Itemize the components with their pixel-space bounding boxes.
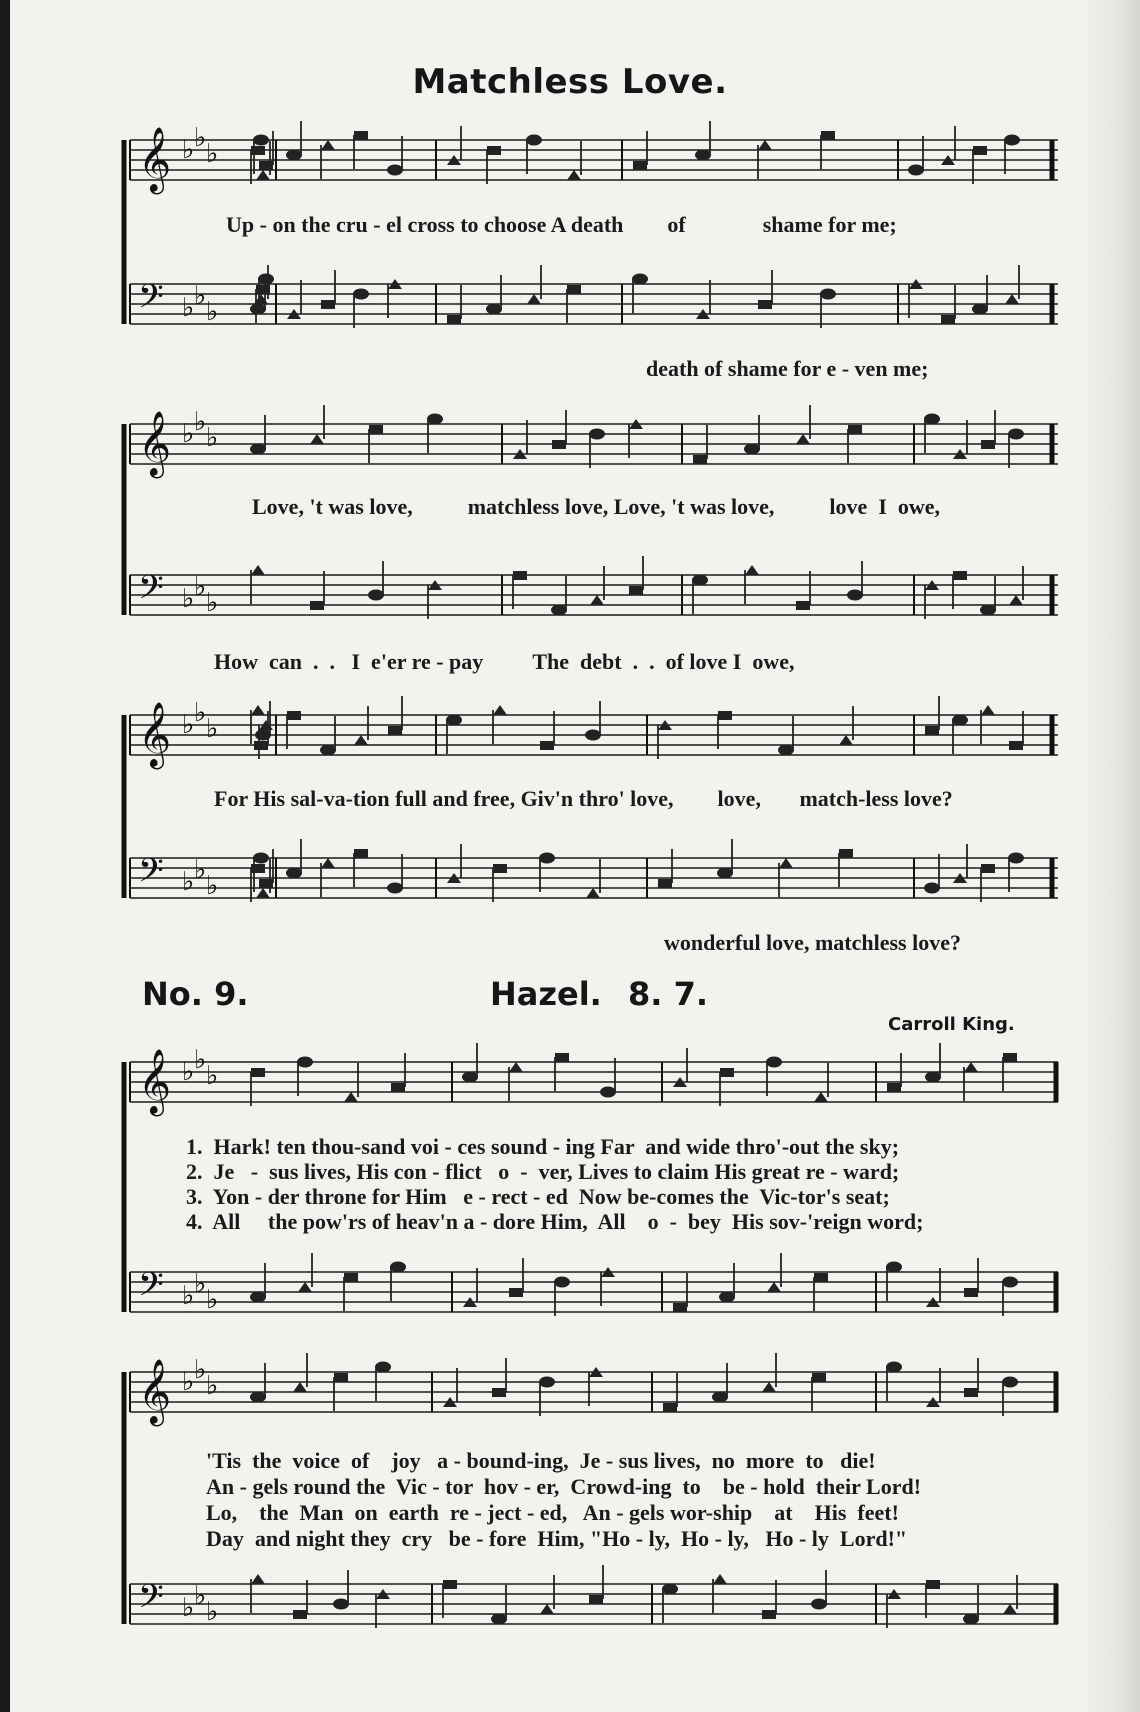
shape-note (310, 601, 324, 610)
shape-note (251, 705, 265, 715)
shape-note (552, 440, 566, 449)
flat-sign: ♭ (182, 584, 195, 614)
flat-sign: ♭ (182, 1367, 195, 1397)
shape-note (886, 1262, 902, 1273)
shape-note (717, 868, 733, 879)
flat-sign: ♭ (206, 1061, 219, 1091)
shape-note (941, 315, 955, 324)
flat-sign: ♭ (194, 281, 207, 311)
flat-sign: ♭ (182, 293, 195, 323)
shape-note (848, 425, 862, 434)
flat-sign: ♭ (194, 123, 207, 153)
flat-sign: ♭ (194, 1045, 207, 1075)
flat-sign: ♭ (182, 1281, 195, 1311)
shape-note (540, 741, 554, 750)
shape-note (258, 274, 274, 285)
lyric-line-2: Love, 't was love, matchless love, Love, 't was love, love I owe, (252, 494, 941, 519)
shape-note (255, 730, 271, 741)
shape-note (253, 853, 269, 864)
shape-note (908, 165, 924, 176)
shape-note (924, 414, 940, 425)
shape-note (251, 1574, 265, 1584)
shape-note (390, 1262, 406, 1273)
shape-note (297, 1057, 313, 1068)
treble-clef: 𝄞 (138, 702, 172, 767)
shape-note (387, 165, 403, 176)
shape-note (814, 1273, 828, 1282)
shape-note (1003, 1053, 1017, 1062)
shape-note (1004, 135, 1020, 146)
shape-note (973, 146, 987, 155)
shape-note (253, 135, 269, 146)
flat-sign: ♭ (194, 572, 207, 602)
shape-note (287, 711, 301, 720)
shape-note (486, 304, 502, 315)
shape-note (744, 444, 760, 455)
flat-sign: ♭ (206, 297, 219, 327)
shape-note (321, 140, 335, 150)
shape-note (796, 434, 810, 444)
shape-note (344, 1092, 358, 1102)
shape-note (839, 849, 853, 858)
shape-note (310, 434, 324, 444)
shape-note (981, 864, 995, 873)
shape-note (492, 1388, 506, 1397)
treble-clef: 𝄞 (138, 1049, 172, 1114)
shape-note (745, 565, 759, 575)
shape-note (980, 605, 996, 616)
flat-sign: ♭ (182, 710, 195, 740)
shape-note (766, 1057, 782, 1068)
flat-sign: ♭ (182, 1057, 195, 1087)
shape-note (462, 1072, 478, 1083)
shape-note (925, 726, 939, 735)
shape-note (251, 1068, 265, 1077)
shape-note (368, 590, 384, 601)
shape-note (513, 571, 527, 580)
flat-sign: ♭ (206, 714, 219, 744)
shape-note (539, 1377, 555, 1388)
shape-note (762, 1610, 776, 1619)
lyric-line-bass-1: death of shame for e - ven me; (646, 356, 929, 381)
shape-note (662, 1584, 678, 1595)
shape-note (693, 455, 707, 464)
shape-note (387, 883, 403, 894)
shape-note (981, 705, 995, 715)
shape-note (354, 849, 368, 858)
flat-sign: ♭ (206, 588, 219, 618)
shape-note (251, 565, 265, 575)
hymn-title: Hazel. (490, 975, 602, 1013)
shape-note (758, 300, 772, 309)
shape-note (526, 135, 542, 146)
shape-note (369, 425, 383, 434)
shape-note (540, 1604, 554, 1614)
verse-line-3a: 3. Yon - der throne for Him e - rect - ed Now be-comes the Vic-tor's seat; (186, 1184, 890, 1209)
shape-note (388, 726, 402, 735)
shape-note (924, 883, 940, 894)
treble-clef: 𝄞 (138, 1359, 172, 1424)
shape-note (778, 745, 794, 756)
flat-sign: ♭ (182, 867, 195, 897)
flat-sign: ♭ (182, 1593, 195, 1623)
verse-line-4a: 4. All the pow'rs of heav'n a - dore Him, All o - bey His sov-'reign word; (186, 1209, 924, 1234)
verse-line-1b: 'Tis the voice of joy a - bound-ing, Je - sus lives, no more to die! (206, 1448, 876, 1473)
shape-note (344, 1273, 358, 1282)
lyric-line-bass-3: wonderful love, matchless love? (664, 930, 961, 955)
flat-sign: ♭ (194, 698, 207, 728)
flat-sign: ♭ (206, 423, 219, 453)
shape-note (887, 1083, 901, 1092)
shape-note (1008, 429, 1024, 440)
shape-note (796, 601, 810, 610)
shape-note (555, 1053, 569, 1062)
shape-note (567, 170, 581, 180)
shape-note (333, 1599, 349, 1610)
staff-bass (130, 575, 1058, 615)
shape-note (1005, 294, 1019, 304)
shape-note (286, 150, 302, 161)
flat-sign: ♭ (206, 1597, 219, 1627)
shape-note (589, 429, 605, 440)
shape-note (298, 1282, 312, 1292)
shape-note (663, 1403, 677, 1412)
staff-treble (130, 1372, 1058, 1412)
shape-note (779, 858, 793, 868)
shape-note (509, 1062, 523, 1072)
flat-sign: ♭ (206, 1285, 219, 1315)
shape-note (972, 304, 988, 315)
shape-note (847, 590, 863, 601)
shape-note (953, 571, 967, 580)
lyric-line-1: Up - on the cru - el cross to choose A death of shame for me; (226, 212, 897, 237)
shape-note (767, 1282, 781, 1292)
shape-note (1003, 1604, 1017, 1614)
shape-note (286, 868, 302, 879)
shape-note (811, 1599, 827, 1610)
shape-note (981, 440, 995, 449)
shape-note (839, 735, 853, 745)
shape-note (952, 715, 968, 726)
shape-note (443, 1580, 457, 1589)
shape-note (259, 879, 273, 888)
shape-note (673, 1303, 687, 1312)
shape-note (629, 586, 643, 595)
shape-note (1002, 1377, 1018, 1388)
shape-note (527, 294, 541, 304)
bass-clef: 𝄢 (138, 569, 164, 615)
flat-sign: ♭ (194, 855, 207, 885)
shape-note (589, 1595, 603, 1604)
shape-note (762, 1382, 776, 1392)
verse-line-4b: Day and night they cry be - fore Him, "Ho - ly, Ho - ly, Ho - ly Lord!" (206, 1526, 908, 1551)
verse-line-2a: 2. Je - sus lives, His con - flict o - ver, Lives to claim His great re - ward; (186, 1159, 900, 1184)
shape-note (446, 715, 462, 726)
flat-sign: ♭ (182, 135, 195, 165)
shape-note (391, 1083, 405, 1092)
shape-note (353, 289, 369, 300)
flat-sign: ♭ (194, 1269, 207, 1299)
shape-note (720, 1068, 734, 1077)
shape-note (964, 1388, 978, 1397)
shape-note (256, 888, 270, 898)
verse-line-1a: 1. Hark! ten thou-sand voi - ces sound - ing Far and wide thro'-out the sky; (186, 1134, 900, 1159)
shape-note (250, 1392, 266, 1403)
shape-note (250, 304, 266, 315)
flat-sign: ♭ (194, 407, 207, 437)
shape-note (633, 161, 647, 170)
flat-sign: ♭ (194, 1355, 207, 1385)
shape-note (586, 888, 600, 898)
flat-sign: ♭ (194, 1581, 207, 1611)
composer-credit: Carroll King. (888, 1014, 1015, 1035)
shape-note (487, 146, 501, 155)
shape-note (354, 735, 368, 745)
shape-note (886, 1362, 902, 1373)
shape-note (551, 605, 567, 616)
shape-note (493, 864, 507, 873)
shape-note (600, 1087, 616, 1098)
shape-note (293, 1382, 307, 1392)
bass-clef: 𝄢 (138, 1578, 164, 1624)
shape-note (334, 1373, 348, 1382)
lyric-line-3: For His sal-va-tion full and free, Giv'n thro' love, love, match-less love? (214, 786, 953, 811)
shape-note (427, 414, 443, 425)
shape-note (821, 131, 835, 140)
shape-note (963, 1614, 979, 1625)
staff-treble (130, 1062, 1058, 1102)
song-title-matchless-love: Matchless Love. (412, 62, 728, 102)
shape-note (719, 1292, 735, 1303)
shape-note (964, 1288, 978, 1297)
flat-sign: ♭ (206, 1371, 219, 1401)
shape-note (447, 315, 461, 324)
flat-sign: ♭ (206, 871, 219, 901)
flat-sign: ♭ (206, 139, 219, 169)
shape-note (712, 1392, 728, 1403)
shape-note (491, 1614, 507, 1625)
shape-note (321, 300, 335, 309)
bass-clef: 𝄢 (138, 1266, 164, 1312)
flat-sign: ♭ (182, 419, 195, 449)
shape-note (585, 730, 601, 741)
shape-note (509, 1288, 523, 1297)
shape-note (758, 140, 772, 150)
shape-note (354, 131, 368, 140)
shape-note (567, 285, 581, 294)
shape-note (590, 595, 604, 605)
bass-clef: 𝄢 (138, 852, 164, 898)
staff-bass (130, 1272, 1058, 1312)
shape-note (250, 444, 266, 455)
shape-note (820, 289, 836, 300)
shape-note (256, 170, 270, 180)
shape-note (1009, 741, 1023, 750)
verse-line-2b: An - gels round the Vic - tor hov - er, Crowd-ing to be - hold their Lord! (206, 1474, 922, 1499)
shape-note (539, 853, 555, 864)
shape-note (1009, 595, 1023, 605)
shape-note (964, 1062, 978, 1072)
shape-note (293, 1610, 307, 1619)
shape-note (254, 741, 268, 750)
shape-note (493, 705, 507, 715)
treble-clef: 𝄞 (138, 411, 172, 476)
treble-clef: 𝄞 (138, 127, 172, 192)
shape-note (695, 150, 711, 161)
shape-note (632, 274, 648, 285)
lyric-line-bass-2: How can . . I e'er re - pay The debt . . of love I owe, (214, 649, 795, 674)
verse-line-3b: Lo, the Man on earth re - ject - ed, An - gels wor-ship at His feet! (206, 1500, 899, 1525)
bass-clef: 𝄢 (138, 278, 164, 324)
shape-note (814, 1092, 828, 1102)
shape-note (554, 1277, 570, 1288)
shape-note (1008, 853, 1024, 864)
shape-note (812, 1373, 826, 1382)
shape-note (321, 858, 335, 868)
shape-note (925, 1072, 941, 1083)
shape-note (259, 161, 273, 170)
hymn-meter: 8. 7. (628, 975, 708, 1013)
shape-note (713, 1574, 727, 1584)
shape-note (375, 1362, 391, 1373)
shape-note (1002, 1277, 1018, 1288)
shape-note (692, 575, 708, 586)
shape-note (250, 1292, 266, 1303)
shape-note (718, 711, 732, 720)
shape-note (926, 1580, 940, 1589)
shape-note (658, 879, 672, 888)
shape-note (320, 745, 336, 756)
hymn-number: No. 9. (142, 975, 249, 1013)
